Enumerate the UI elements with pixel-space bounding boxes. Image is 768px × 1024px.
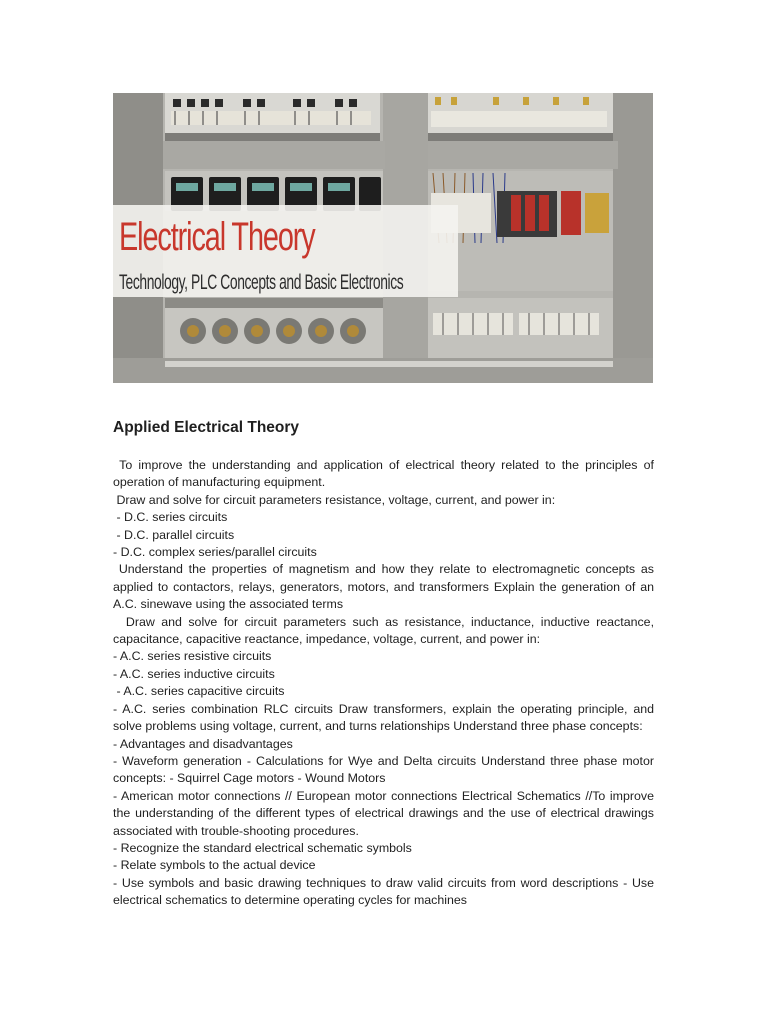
banner-subtitle: Technology, PLC Concepts and Basic Electronics	[119, 271, 404, 294]
paragraph: Understand the properties of magnetism and how they relate to electromagnetic concepts as applied to contactors, relays, generators, motors, and transformers Explain the generation of an A.C. sinewave using the associated terms	[113, 562, 658, 612]
list-item: - Waveform generation - Calculations for Wye and Delta circuits Understand three phase motor concepts: - Squirrel Cage motors - Wound Motors	[113, 753, 658, 786]
list-item: - A.C. series resistive circuits	[113, 649, 272, 664]
paragraph: Draw and solve for circuit parameters such as resistance, inductance, inductive reactance, capacitance, capacitive reactance, impedance, voltage, current, and power in:	[113, 614, 658, 647]
document-body	[113, 457, 658, 910]
list-item: - D.C. complex series/parallel circuits	[113, 545, 317, 560]
list-item: - A.C. series capacitive circuits	[113, 684, 285, 699]
list-item: - Relate symbols to the actual device	[113, 858, 316, 873]
list-item: - American motor connections // European motor connections Electrical Schematics //To improve the understanding of the different types of electrical drawings and the use of electrical drawings associated with trouble-shooting procedures.	[113, 788, 658, 838]
list-item: - Use symbols and basic drawing techniques to draw valid circuits from word descriptions - Use electrical schematics to determine operating cycles for machines	[113, 875, 658, 908]
list-item: - A.C. series combination RLC circuits Draw transformers, explain the operating principle, and solve problems using voltage, current, and turns relationships Understand three phase concepts:	[113, 701, 658, 734]
banner-title: Electrical Theory	[119, 215, 315, 259]
list-item: - Advantages and disadvantages	[113, 736, 293, 751]
list-item: - D.C. parallel circuits	[113, 527, 235, 542]
banner-image	[113, 93, 653, 383]
list-item: - Recognize the standard electrical schematic symbols	[113, 840, 412, 855]
list-item: - A.C. series inductive circuits	[113, 666, 275, 681]
list-item: - D.C. series circuits	[113, 510, 228, 525]
paragraph: To improve the understanding and application of electrical theory related to the principles of operation of manufacturing equipment.	[113, 458, 658, 490]
document-heading: Applied Electrical Theory	[113, 419, 300, 436]
paragraph: Draw and solve for circuit parameters resistance, voltage, current, and power in:	[113, 492, 556, 507]
